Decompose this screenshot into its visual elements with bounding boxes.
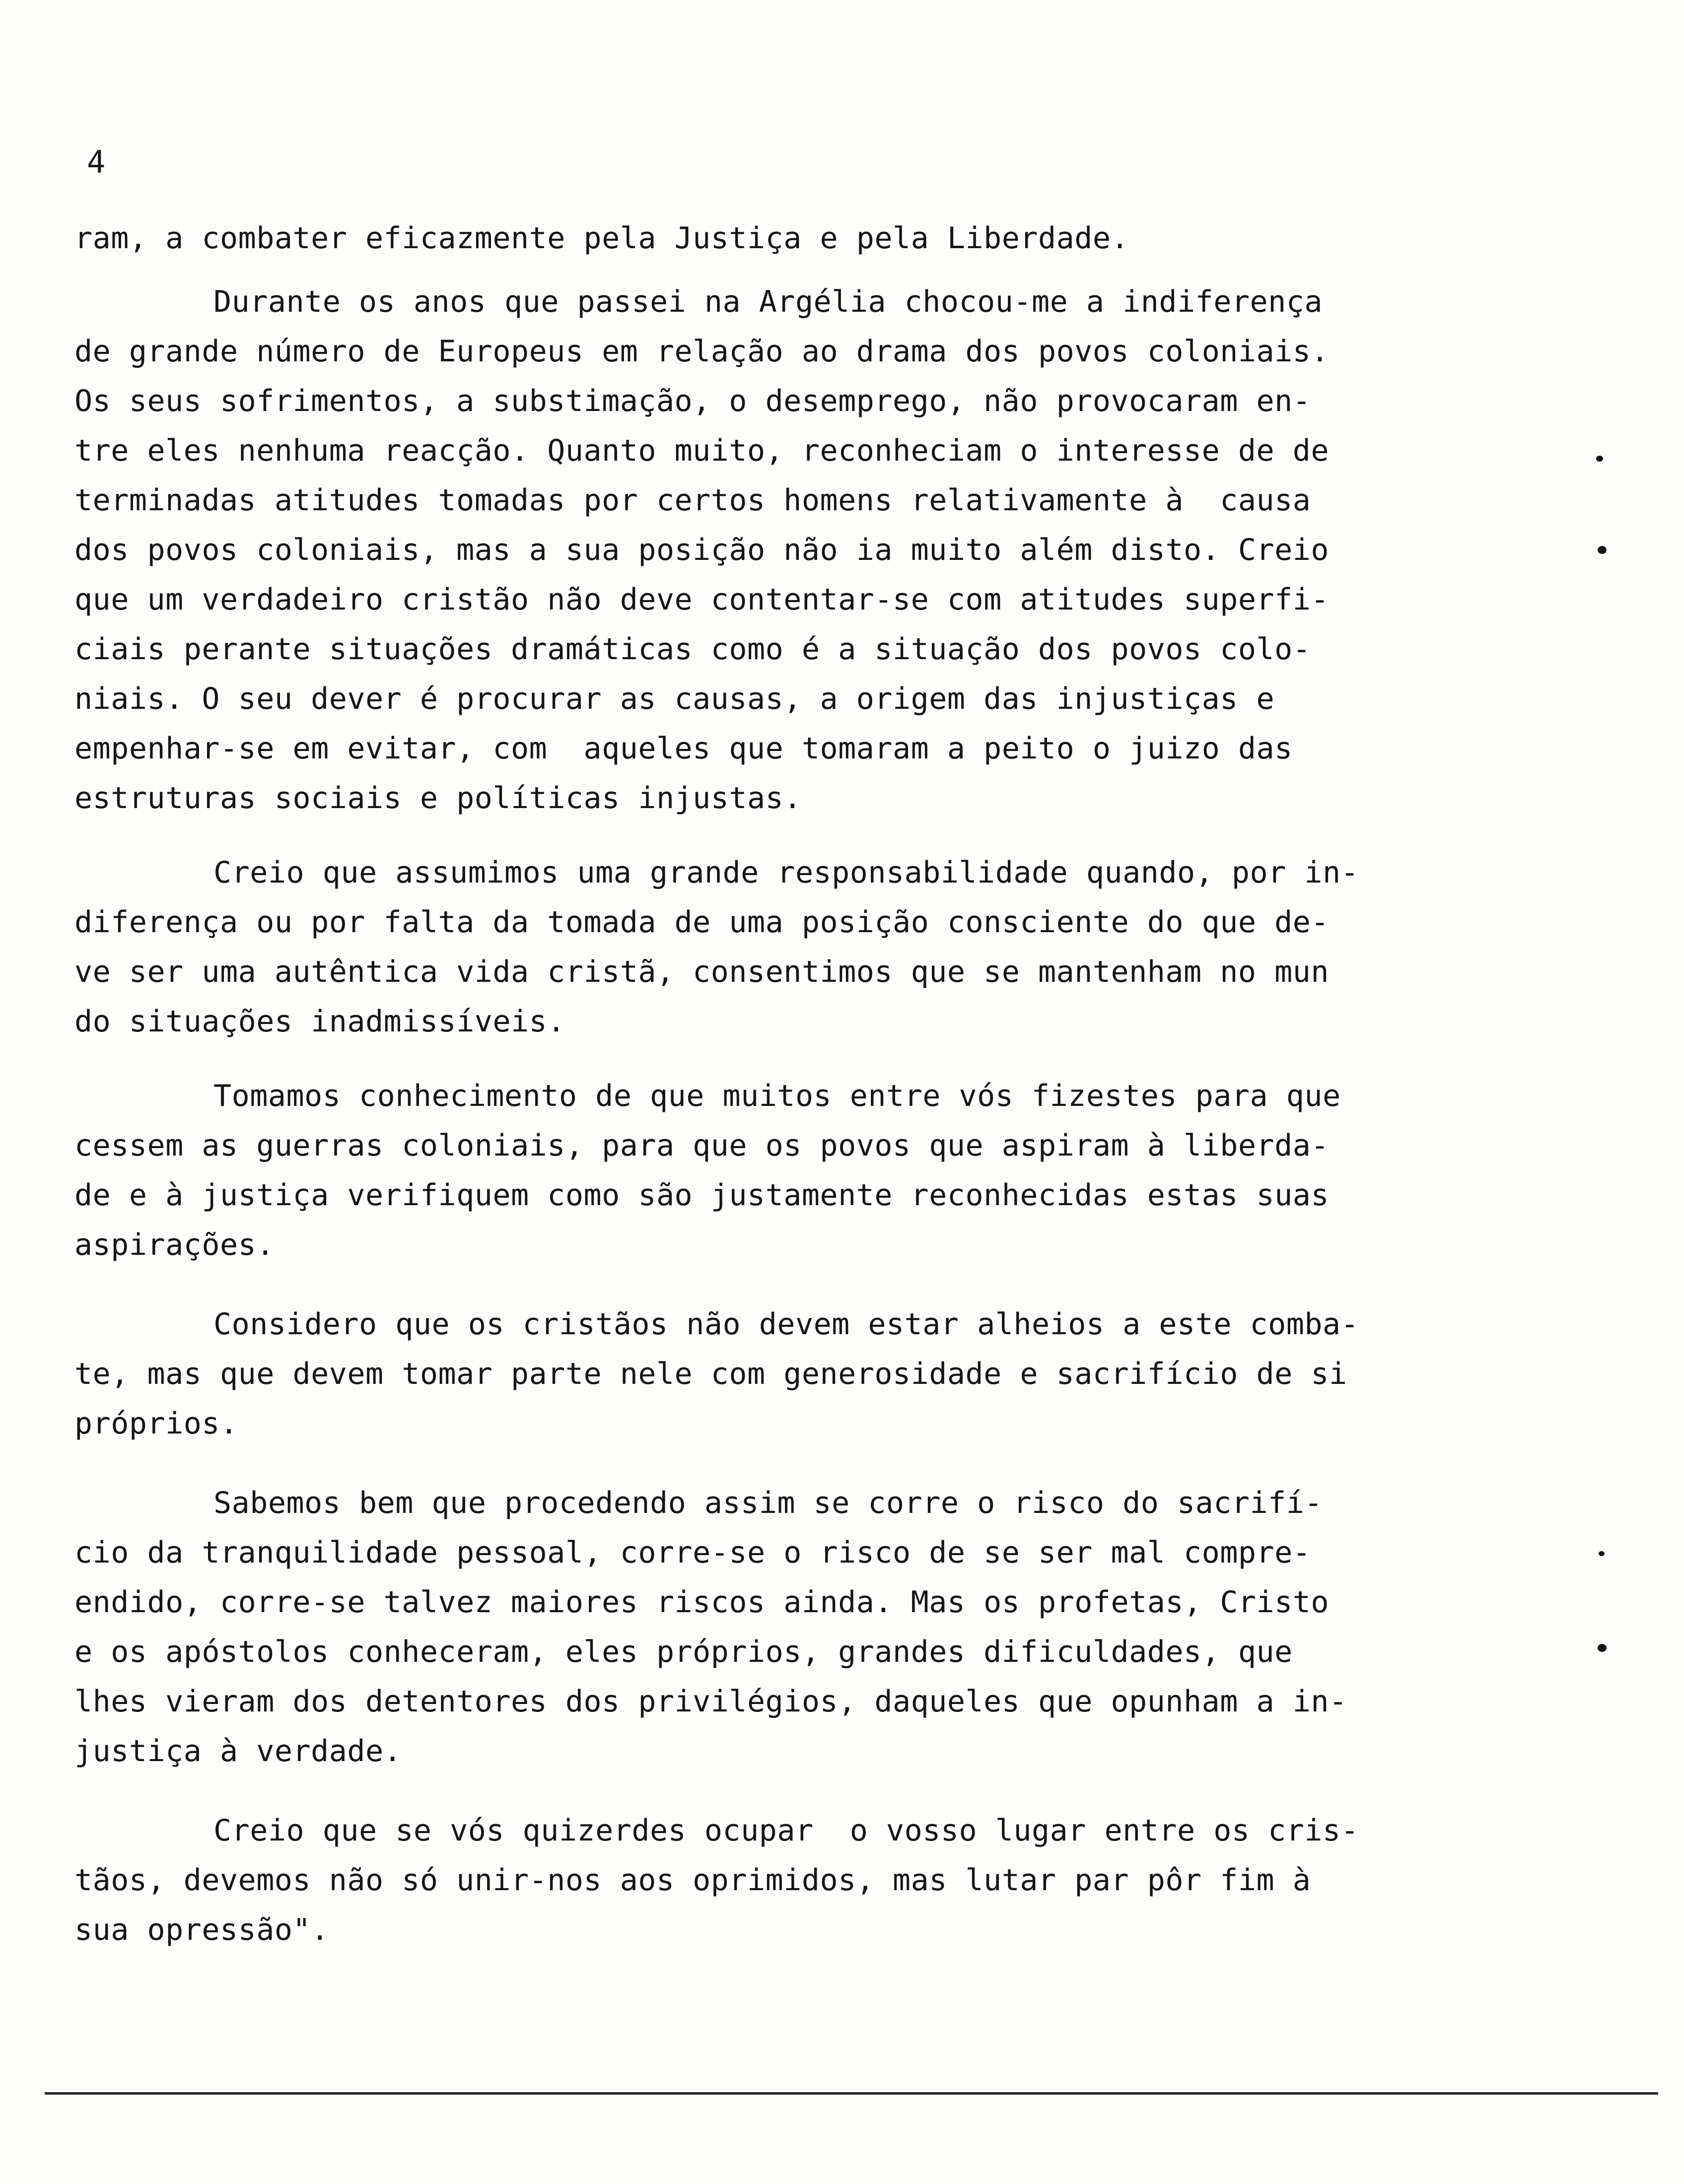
ink-speck xyxy=(1596,456,1603,462)
text-line: do situações inadmissíveis. xyxy=(74,1004,565,1039)
page-number: 4 xyxy=(87,144,106,180)
text-line: de e à justiça verifiquem como são justamente reconhecidas estas suas xyxy=(74,1178,1329,1213)
text-line: tãos, devemos não só unir-nos aos oprimidos, mas lutar par pôr fim à xyxy=(74,1863,1311,1898)
paragraph-2 xyxy=(74,277,1465,823)
ink-speck xyxy=(1599,1551,1605,1556)
text-line: e os apóstolos conheceram, eles próprios, grandes dificuldades, que xyxy=(74,1635,1293,1669)
ink-speck xyxy=(1598,1644,1607,1652)
text-line: diferença ou por falta da tomada de uma posição consciente do que de- xyxy=(74,905,1329,940)
text-line: cessem as guerras coloniais, para que os povos que aspiram à liberda- xyxy=(74,1128,1329,1163)
text-line: justiça à verdade. xyxy=(74,1734,402,1769)
paragraph-1 xyxy=(74,213,1465,263)
text-line: endido, corre-se talvez maiores riscos ainda. Mas os profetas, Cristo xyxy=(74,1585,1329,1620)
text-line: que um verdadeiro cristão não deve contentar-se com atitudes superfi- xyxy=(74,582,1329,617)
text-line: ciais perante situações dramáticas como é a situação dos povos colo- xyxy=(74,632,1311,667)
text-line: Considero que os cristãos não devem estar alheios a este comba- xyxy=(213,1307,1359,1342)
ink-speck xyxy=(1598,546,1607,554)
text-line: tre eles nenhuma reacção. Quanto muito, reconheciam o interesse de de xyxy=(74,433,1329,468)
text-line: Creio que se vós quizerdes ocupar o vosso lugar entre os cris- xyxy=(213,1813,1359,1848)
text-line: sua opressão". xyxy=(74,1912,329,1947)
bottom-rule xyxy=(45,2092,1658,2095)
text-line: empenhar-se em evitar, com aqueles que tomaram a peito o juizo das xyxy=(74,731,1293,766)
text-line: próprios. xyxy=(74,1406,238,1441)
paragraph-7 xyxy=(74,1806,1465,1955)
paragraph-4 xyxy=(74,1071,1465,1270)
text-line: dos povos coloniais, mas a sua posição não ia muito além disto. Creio xyxy=(74,533,1329,567)
text-line: niais. O seu dever é procurar as causas, a origem das injustiças e xyxy=(74,682,1275,716)
paragraph-3 xyxy=(74,848,1465,1046)
text-line: Tomamos conhecimento de que muitos entre vós fizestes para que xyxy=(213,1079,1341,1113)
text-line: lhes vieram dos detentores dos privilégios, daqueles que opunham a in- xyxy=(74,1684,1347,1719)
paragraph-6 xyxy=(74,1478,1465,1776)
text-line: terminadas atitudes tomadas por certos homens relativamente à causa xyxy=(74,483,1311,518)
text-line: Os seus sofrimentos, a substimação, o desemprego, não provocaram en- xyxy=(74,384,1311,418)
text-line: cio da tranquilidade pessoal, corre-se o risco de se ser mal compre- xyxy=(74,1535,1311,1570)
text-line: Sabemos bem que procedendo assim se corre o risco do sacrifí- xyxy=(213,1486,1323,1520)
paragraph-5 xyxy=(74,1299,1465,1448)
body-text xyxy=(74,213,1465,1955)
text-line: de grande número de Europeus em relação ao drama dos povos coloniais. xyxy=(74,334,1329,369)
text-line: te, mas que devem tomar parte nele com generosidade e sacrifício de si xyxy=(74,1357,1347,1391)
text-line: ram, a combater eficazmente pela Justiça e pela Liberdade. xyxy=(74,221,1129,256)
text-line: Durante os anos que passei na Argélia chocou-me a indiferença xyxy=(213,284,1323,319)
text-line: ve ser uma autêntica vida cristã, consentimos que se mantenham no mun xyxy=(74,955,1329,989)
text-line: Creio que assumimos uma grande responsabilidade quando, por in- xyxy=(213,855,1359,890)
text-line: aspirações. xyxy=(74,1228,275,1262)
text-line: estruturas sociais e políticas injustas. xyxy=(74,781,802,816)
